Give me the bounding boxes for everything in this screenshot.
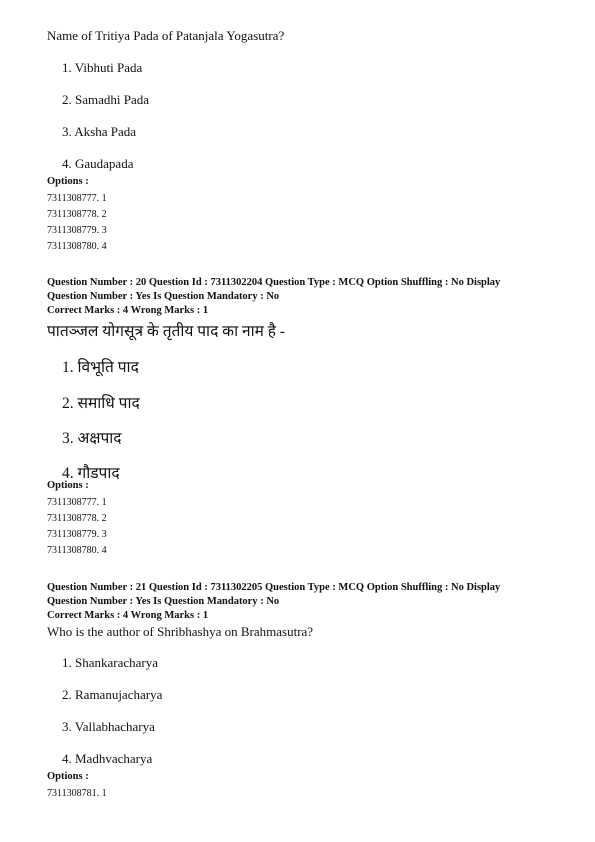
option-1: 1. Vibhuti Pada xyxy=(62,60,143,75)
option-4: 4. गौडपाद xyxy=(62,465,120,482)
option-3: 3. Aksha Pada xyxy=(62,124,137,139)
option-id: 7311308777. 1 xyxy=(47,193,107,204)
option-3: 3. Vallabhacharya xyxy=(62,719,155,734)
option-2: 2. Ramanujacharya xyxy=(62,687,163,702)
option-1: 1. Shankaracharya xyxy=(62,655,159,670)
question-marks: Correct Marks : 4 Wrong Marks : 1 xyxy=(47,305,209,316)
option-id: 7311308777. 1 xyxy=(47,497,107,508)
question-text: Name of Tritiya Pada of Patanjala Yogasutra? xyxy=(47,28,285,43)
question-meta: Question Number : Yes Is Question Mandatory : No xyxy=(47,596,280,607)
option-1: 1. विभूति पाद xyxy=(62,359,139,376)
option-id: 7311308781. 1 xyxy=(47,788,107,799)
options-label: Options : xyxy=(47,176,89,187)
option-id: 7311308778. 2 xyxy=(47,513,107,524)
question-meta: Question Number : 21 Question Id : 7311302205 Question Type : MCQ Option Shuffling : No Display xyxy=(47,582,501,593)
options-label: Options : xyxy=(47,480,89,491)
question-meta: Question Number : 20 Question Id : 7311302204 Question Type : MCQ Option Shuffling : No Display xyxy=(47,277,501,288)
option-2: 2. समाधि पाद xyxy=(62,395,140,412)
option-4: 4. Madhvacharya xyxy=(62,751,153,766)
option-id: 7311308779. 3 xyxy=(47,225,107,236)
option-id: 7311308780. 4 xyxy=(47,545,107,556)
option-id: 7311308780. 4 xyxy=(47,241,107,252)
question-meta: Question Number : Yes Is Question Mandatory : No xyxy=(47,291,280,302)
option-4: 4. Gaudapada xyxy=(62,156,134,171)
question-text: Who is the author of Shribhashya on Brahmasutra? xyxy=(47,624,314,639)
option-3: 3. अक्षपाद xyxy=(62,430,122,447)
question-text: पातञ्जल योगसूत्र के तृतीय पाद का नाम है - xyxy=(47,323,286,340)
options-label: Options : xyxy=(47,771,89,782)
option-id: 7311308779. 3 xyxy=(47,529,107,540)
option-id: 7311308778. 2 xyxy=(47,209,107,220)
option-2: 2. Samadhi Pada xyxy=(62,92,150,107)
question-marks: Correct Marks : 4 Wrong Marks : 1 xyxy=(47,610,209,621)
